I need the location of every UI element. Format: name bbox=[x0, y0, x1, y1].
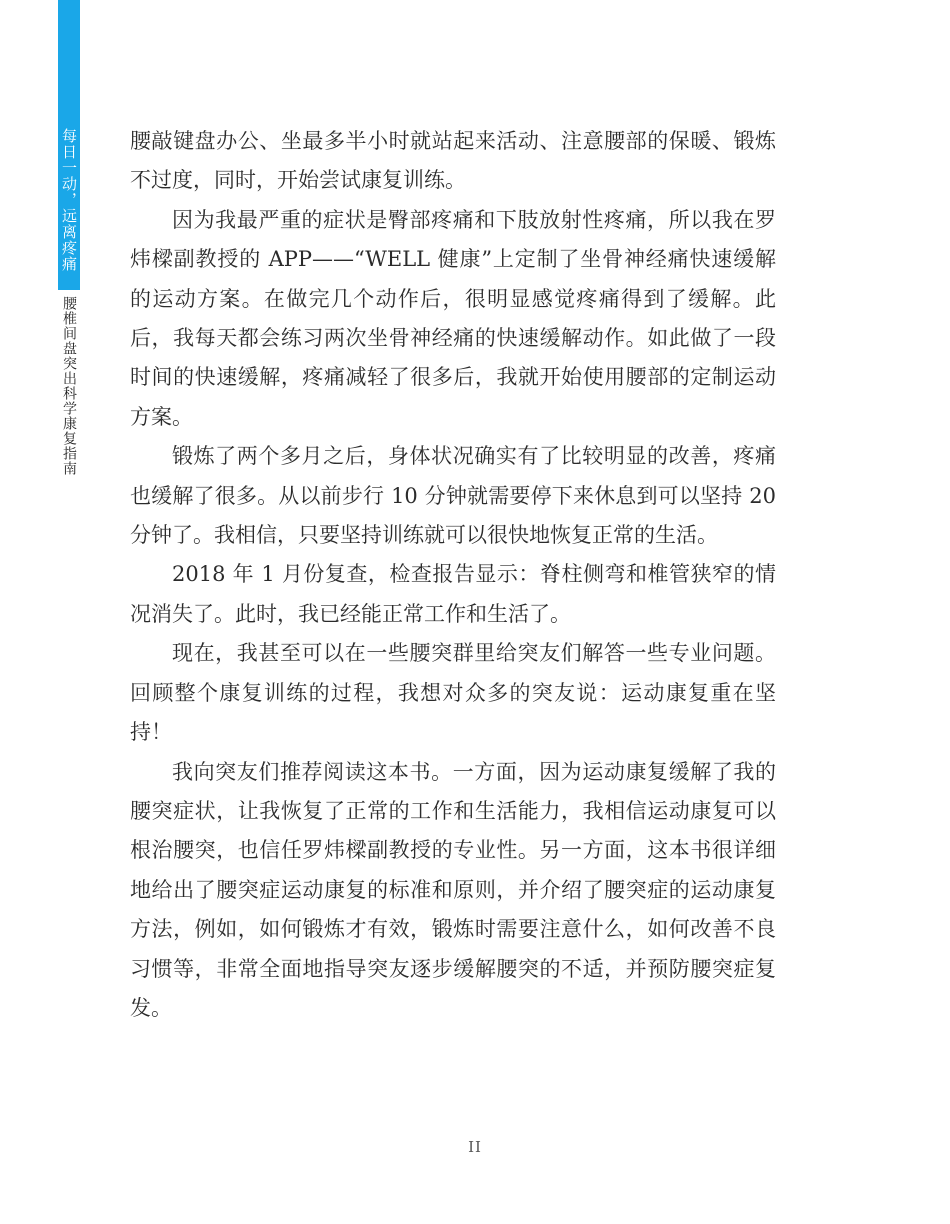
paragraph: 现在，我甚至可以在一些腰突群里给突友们解答一些专业问题。回顾整个康复训练的过程，我想对众多的突友说：运动康复重在坚持！ bbox=[130, 641, 776, 745]
paragraph: 因为我最严重的症状是臀部疼痛和下肢放射性疼痛，所以我在罗炜樑副教授的 APP——“WELL 健康”上定制了坐骨神经痛快速缓解的运动方案。在做完几个动作后，很明显感觉疼痛得到了缓解。此后，我每天都会练习两次坐骨神经痛的快速缓解动作。如此做了一段时间的快速缓解，疼痛减轻了很多后，我就开始使用腰部的定制运动方案。 bbox=[130, 207, 776, 429]
body-text bbox=[130, 122, 776, 1028]
page-number: II bbox=[468, 1138, 482, 1156]
book-subtitle-vertical: 腰椎间盘突出科学康复指南 bbox=[61, 296, 77, 476]
paragraph-continued: 腰敲键盘办公、坐最多半小时就站起来活动、注意腰部的保暖、锻炼不过度，同时，开始尝试康复训练。 bbox=[130, 129, 776, 193]
paragraph: 锻炼了两个多月之后，身体状况确实有了比较明显的改善，疼痛也缓解了很多。从以前步行 10 分钟就需要停下来休息到可以坚持 20 分钟了。我相信，只要坚持训练就可以很快地恢复正常的生活。 bbox=[130, 444, 776, 548]
paragraph: 2018 年 1 月份复查，检查报告显示：脊柱侧弯和椎管狭窄的情况消失了。此时，我已经能正常工作和生活了。 bbox=[130, 562, 776, 626]
book-title-vertical: 每日一动，远离疼痛 bbox=[60, 128, 78, 272]
paragraph: 我向突友们推荐阅读这本书。一方面，因为运动康复缓解了我的腰突症状，让我恢复了正常的工作和生活能力，我相信运动康复可以根治腰突，也信任罗炜樑副教授的专业性。另一方面，这本书很详细地给出了腰突症运动康复的标准和原则，并介绍了腰突症的运动康复方法，例如，如何锻炼才有效，锻炼时需要注意什么，如何改善不良习惯等，非常全面地指导突友逐步缓解腰突的不适，并预防腰突症复发。 bbox=[130, 759, 776, 1020]
